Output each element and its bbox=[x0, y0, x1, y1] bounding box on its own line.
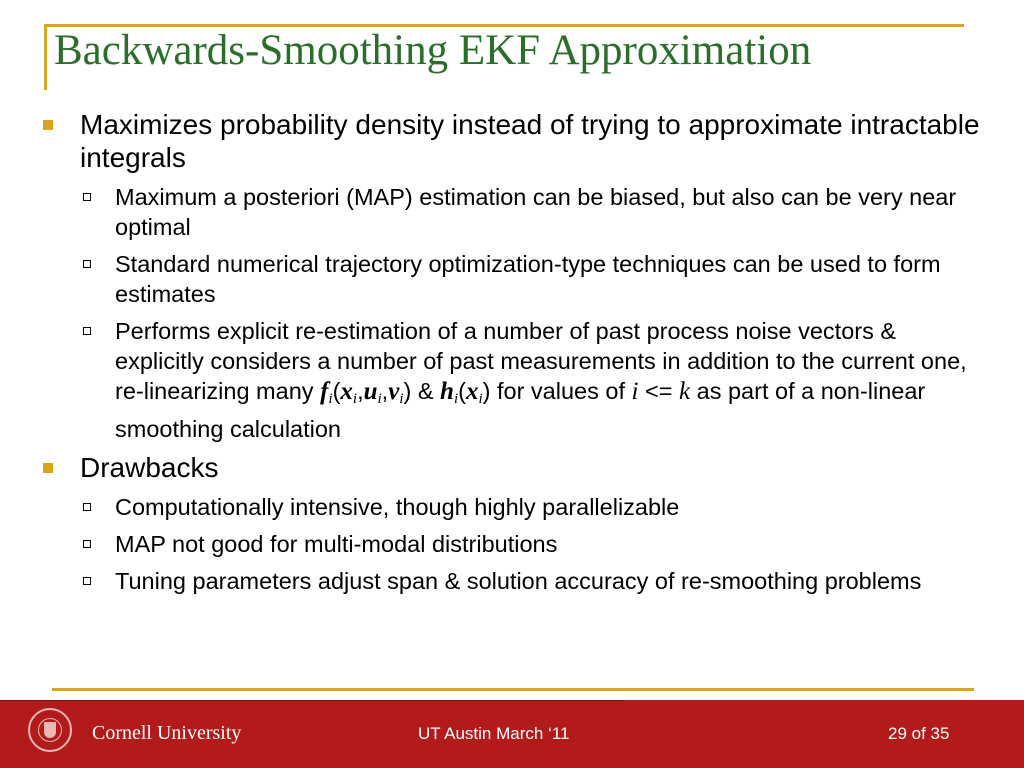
footer-rule bbox=[52, 688, 974, 691]
slide-title: Backwards-Smoothing EKF Approximation bbox=[54, 27, 812, 74]
slide-body bbox=[40, 108, 990, 603]
sub-bullet-2-1 bbox=[40, 492, 990, 522]
sub-bullet-2-2 bbox=[40, 529, 990, 559]
hollow-square-bullet-icon bbox=[83, 540, 91, 548]
sub-bullet-2-3 bbox=[40, 566, 990, 596]
bullet-1 bbox=[40, 108, 990, 174]
footer-event: UT Austin March ‘11 bbox=[418, 724, 570, 743]
bullet-2 bbox=[40, 451, 990, 484]
sub-bullet-1-2 bbox=[40, 249, 990, 309]
title-frame-left bbox=[44, 24, 47, 90]
cornell-seal-icon bbox=[28, 708, 72, 752]
page-number: 29 of 35 bbox=[888, 724, 950, 743]
math-f: f bbox=[320, 378, 329, 405]
footer-bar bbox=[0, 700, 1024, 768]
sub-bullet-2-2-text: MAP not good for multi-modal distributions bbox=[115, 531, 558, 557]
sub-bullet-2-3-text: Tuning parameters adjust span & solution accuracy of re-smoothing problems bbox=[115, 568, 922, 594]
square-bullet-icon bbox=[43, 120, 53, 130]
square-bullet-icon bbox=[43, 463, 53, 473]
hollow-square-bullet-icon bbox=[83, 503, 91, 511]
sub-bullet-1-1-text: Maximum a posteriori (MAP) estimation can be biased, but also can be very near optimal bbox=[115, 184, 957, 240]
sub-bullet-1-1 bbox=[40, 182, 990, 242]
sub-bullet-1-2-text: Standard numerical trajectory optimization-type techniques can be used to form estimates bbox=[115, 251, 941, 307]
sub-bullet-1-3-text: Performs explicit re-estimation of a number of past process noise vectors & explicitly considers a number of past measurements in addition to the current one, re-linearizing many $f_i(x_i,u_i,v_i)$ & $h_i(x_i)$ for values of i <= k as part of a non-linear smoothing calculation bbox=[115, 318, 967, 442]
hollow-square-bullet-icon bbox=[83, 260, 91, 268]
hollow-square-bullet-icon bbox=[83, 577, 91, 585]
bullet-1-text: Maximizes probability density instead of trying to approximate intractable integrals bbox=[80, 109, 980, 173]
hollow-square-bullet-icon bbox=[83, 327, 91, 335]
footer-brand: Cornell University bbox=[92, 722, 242, 744]
sub-bullet-1-3 bbox=[40, 316, 990, 444]
hollow-square-bullet-icon bbox=[83, 193, 91, 201]
sub-bullet-2-1-text: Computationally intensive, though highly parallelizable bbox=[115, 494, 680, 520]
footer-divider bbox=[0, 700, 624, 701]
math-h: h bbox=[440, 378, 454, 405]
bullet-2-text: Drawbacks bbox=[80, 452, 219, 483]
